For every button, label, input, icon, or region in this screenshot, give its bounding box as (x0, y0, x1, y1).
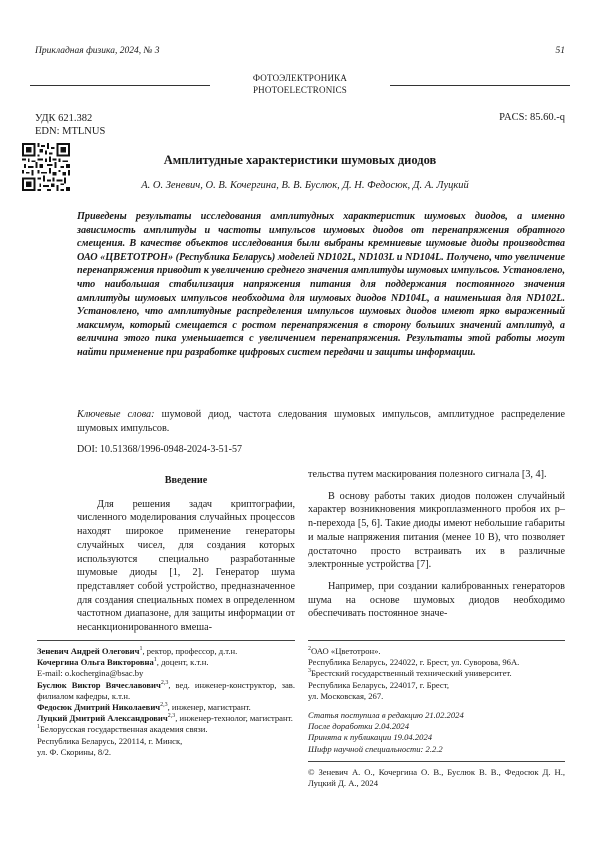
running-head (35, 46, 565, 56)
author-list: А. О. Зеневич, О. В. Кочергина, В. В. Буслюк, Д. Н. Федосюк, Д. А. Луцкий (141, 180, 469, 191)
date-revised: После доработки 2.04.2024 (308, 721, 410, 732)
affiliation-note: $^3$Брестский государственный технический университет. (308, 668, 512, 679)
paragraph: тельства путем маскирования полезного сигнала [3, 4]. (308, 469, 547, 480)
affiliation-footnotes (308, 646, 565, 789)
affiliation-address: Республика Беларусь, 224017, г. Брест, (308, 679, 449, 690)
section-tag (220, 72, 380, 96)
author-note: Кочергина Ольга Викторовна$^1$, доцент, к.т.н. (37, 657, 209, 668)
affiliation-address: Республика Беларусь, 224022, г. Брест, ул. Суворова, 96А. (308, 657, 520, 668)
author-note: Федосюк Дмитрий Николаевич$^{2,3}$, инженер, магистрант. (37, 702, 251, 713)
udk-code: УДК 621.382 (35, 113, 93, 124)
abstract: Приведены результаты исследования амплитудных характеристик шумовых диодов, а именно зависимость амплитуды и частоты импульсов шумовых диодов от перенапряжения обратного смещения. В качестве объектов исследования были выбраны кремниевые шумовые диоды производства ОАО «ЦВЕТОТРОН» (Республика Беларусь) моделей ND102L, ND103L и ND104L. Получено, что увеличение перенапряжения приводит к увеличению среднего значения амплитуды шумовых импульсов. Установлено, что наибольшая стабилизация напряжения питания для поддержания постоянного значения амплитуды шумовых импульсов необходима для шумовых диодов ND104L, а наименьшая для ND102L. Установлено, что амплитудные распределения импульсов шумовых диодов имеют ярко выраженный максимум, который смещается с ростом перенапряжения в сторону больших значений амплитуд, а величина этого пика уменьшается с увеличением перенапряжения. Результаты этой работы могут найти применение при разработке цифровых систем передачи и защиты информации. (77, 211, 566, 358)
section-heading-intro: Введение (164, 475, 208, 486)
paragraph: В основу работы таких диодов положен случайный характер возникновения микроплазменного пробоя их p–n-перехода [5, 6]. Такие диоды имеют небольшие габариты и малые напряжения питания (менее 10 В), что позволяет достаточно просто встраивать их в различные электронные устройства [7]. (308, 490, 565, 571)
qr-code-icon (22, 143, 70, 191)
keywords (77, 408, 565, 435)
keywords-text: шумовой диод, частота следования шумовых импульсов, амплитудное распределение шумовых импульсов. (77, 409, 565, 434)
affiliation-address: ул. Ф. Скорины, 8/2. (37, 746, 112, 757)
footnote-divider-right (308, 640, 565, 641)
section-title-ru: ФОТОЭЛЕКТРОНИКА (252, 73, 348, 83)
author-note: Луцкий Дмитрий Александрович$^{2,3}$, инженер-технолог, магистрант. (37, 713, 293, 724)
article-dates (308, 710, 565, 755)
doi: DOI: 10.51368/1996-0948-2024-3-51-57 (77, 444, 242, 455)
paragraph: Для решения задач криптографии, численного моделирования случайных процессов находят широкое применение генераторы случайных чисел, для создания которых используются специально разработанные шумовые диоды [1, 2]. Генератор шума представляет собой устройство, предназначенное для создания специальных помех в определенном частотном диапазоне, для защиты информации от несанкционированного вмеша- (77, 498, 295, 634)
date-accepted: Принята к публикации 19.04.2024 (308, 732, 433, 743)
journal-title: Прикладная физика, 2024, № 3 (35, 46, 160, 56)
page-number: 51 (555, 46, 565, 56)
affiliation-note: $^2$ОАО «Цветотрон». (308, 646, 381, 656)
specialty-code: Шифр научной специальности: 2.2.2 (308, 743, 443, 754)
body-column-right (308, 468, 565, 623)
article-title: Амплитудные характеристики шумовых диодов (163, 153, 437, 167)
date-received: Статья поступила в редакцию 21.02.2024 (308, 710, 464, 721)
keywords-label: Ключевые слова: (77, 409, 155, 420)
classification-codes (35, 112, 105, 138)
section-rule-left (30, 85, 210, 86)
copyright-notice: © Зеневич А. О., Кочергина О. В., Буслюк В. В., Федосюк Д. Н., Луцкий Д. А., 2024 (308, 766, 565, 789)
footnote-divider-left (37, 640, 295, 641)
affiliation-address: Республика Беларусь, 220114, г. Минск, (37, 735, 183, 746)
author-note: Зеневич Андрей Олегович$^1$, ректор, профессор, д.т.н. (37, 646, 238, 656)
body-column-left (77, 468, 295, 637)
author-email: E-mail: o.kochergina@bsac.by (37, 668, 144, 679)
affiliation-note: $^1$Белорусская государственная академия связи. (37, 724, 208, 735)
section-title-en: PHOTOELECTRONICS (252, 85, 348, 95)
paragraph: Например, при создании калиброванных генераторов шума на основе шумовых диодов необходимо обеспечивать постоянное значе- (308, 580, 565, 620)
copyright-divider (308, 761, 565, 762)
author-footnotes (37, 646, 295, 758)
section-rule-right (390, 85, 570, 86)
edn-code: EDN: MTLNUS (35, 126, 106, 137)
author-note: Буслюк Виктор Вячеславович$^{2,3}$, вед. инженер-конструктор, зав. филиалом кафедры, к.т.н. (37, 679, 295, 701)
affiliation-address: ул. Московская, 267. (308, 690, 384, 701)
pacs-code: PACS: 85.60.-q (499, 112, 565, 123)
